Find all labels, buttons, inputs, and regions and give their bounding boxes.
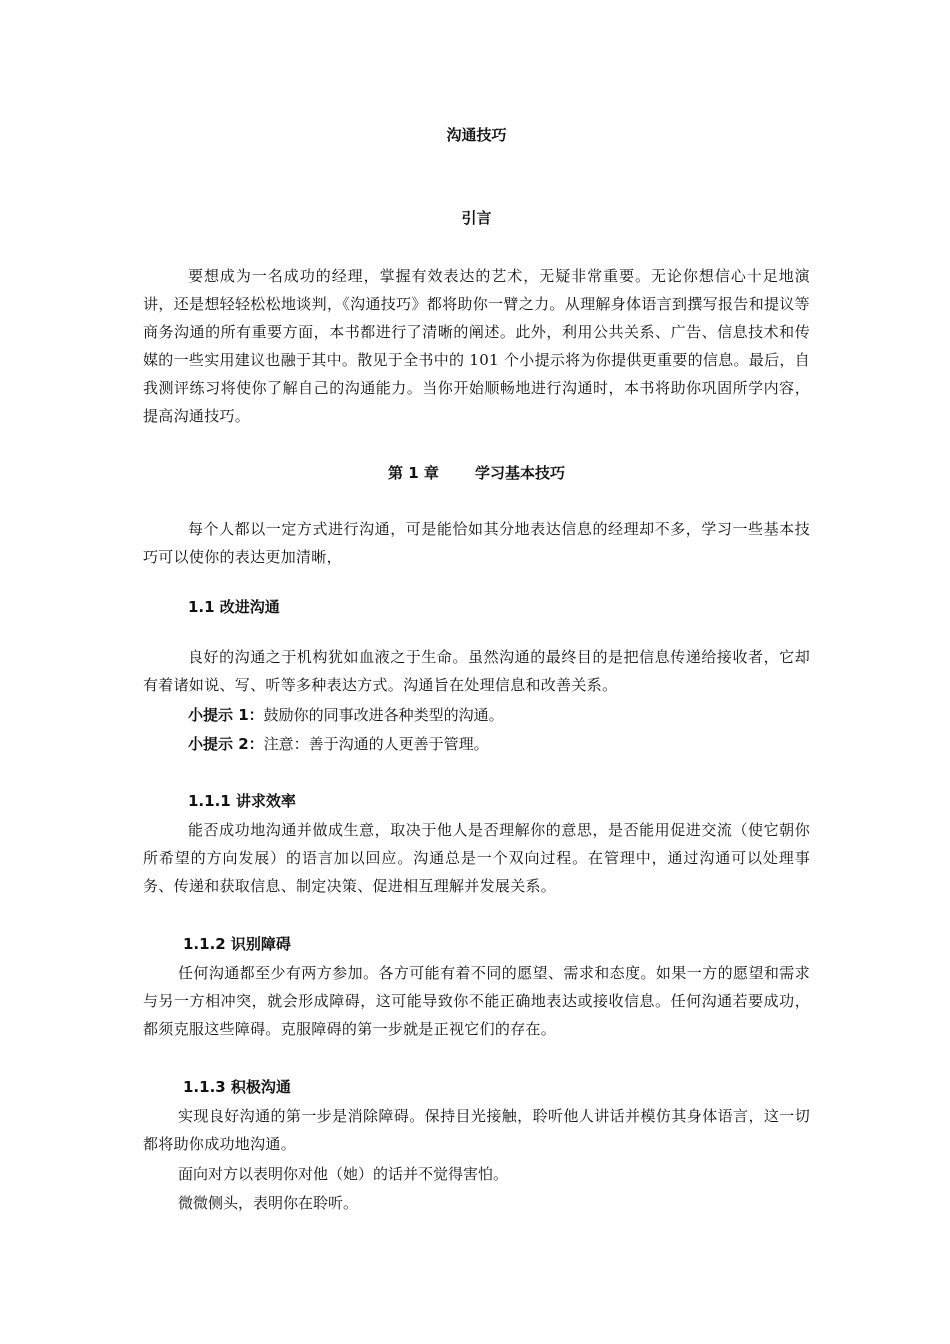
section-1-1-1-paragraph: 能否成功地沟通并做成生意，取决于他人是否理解你的意思，是否能用促进交流（使它朝你所希望的方向发展）的语言加以回应。沟通总是一个双向过程。在管理中，通过沟通可以处理事务、传递和获取信息、制定决策、促进相互理解并发展关系。 [143, 821, 810, 895]
tip-2 [188, 733, 489, 755]
section-1-1-2-heading: 1.1.2 识别障碍 [183, 935, 291, 953]
section-1-1-3-heading: 1.1.3 积极沟通 [183, 1078, 291, 1096]
section-1-1-2-paragraph: 任何沟通都至少有两方参加。各方可能有着不同的愿望、需求和态度。如果一方的愿望和需求与另一方相冲突，就会形成障碍，这可能导致你不能正确地表达或接收信息。任何沟通若要成功，都须克服这些障碍。克服障碍的第一步就是正视它们的存在。 [143, 964, 810, 1038]
section-1-1-3-line-2: 微微侧头，表明你在聆听。 [178, 1194, 359, 1212]
document-title: 沟通技巧 [446, 126, 507, 144]
section-1-1-paragraph: 良好的沟通之于机构犹如血液之于生命。虽然沟通的最终目的是把信息传递给接收者，它却有着诸如说、写、听等多种表达方式。沟通旨在处理信息和改善关系。 [143, 648, 810, 694]
tip-1-label: 小提示 1： [188, 706, 264, 724]
tip-2-text: 注意：善于沟通的人更善于管理。 [263, 735, 489, 753]
section-1-1-heading: 1.1 改进沟通 [188, 598, 280, 616]
section-1-1-3-line-1: 面向对方以表明你对他（她）的话并不觉得害怕。 [178, 1165, 509, 1183]
section-1-1-3-paragraph: 实现良好沟通的第一步是消除障碍。保持目光接触，聆听他人讲话并模仿其身体语言，这一切都将助你成功地沟通。 [143, 1107, 810, 1153]
chapter-paragraph: 每个人都以一定方式进行沟通，可是能恰如其分地表达信息的经理却不多，学习一些基本技巧可以使你的表达更加清晰， [143, 520, 810, 566]
tip-1 [188, 704, 504, 726]
section-1-1-1-heading: 1.1.1 讲求效率 [188, 792, 296, 810]
chapter-title: 学习基本技巧 [474, 464, 565, 482]
tip-1-text: 鼓励你的同事改进各种类型的沟通。 [263, 706, 504, 724]
intro-heading: 引言 [461, 209, 492, 227]
chapter-number: 第 1 章 [388, 464, 439, 482]
chapter-heading [143, 463, 810, 483]
intro-paragraph: 要想成为一名成功的经理，掌握有效表达的艺术，无疑非常重要。无论你想信心十足地演讲，还是想轻轻松松地谈判，《沟通技巧》都将助你一臂之力。从理解身体语言到撰写报告和提议等商务沟通的所有重要方面，本书都进行了清晰的阐述。此外，利用公共关系、广告、信息技术和传媒的一些实用建议也融于其中。散见于全书中的 101 个小提示将为你提供更重要的信息。最后，自我测评练习将使你了解自己的沟通能力。当你开始顺畅地进行沟通时，本书将助你巩固所学内容，提高沟通技巧。 [143, 267, 810, 425]
tip-2-label: 小提示 2： [188, 735, 264, 753]
